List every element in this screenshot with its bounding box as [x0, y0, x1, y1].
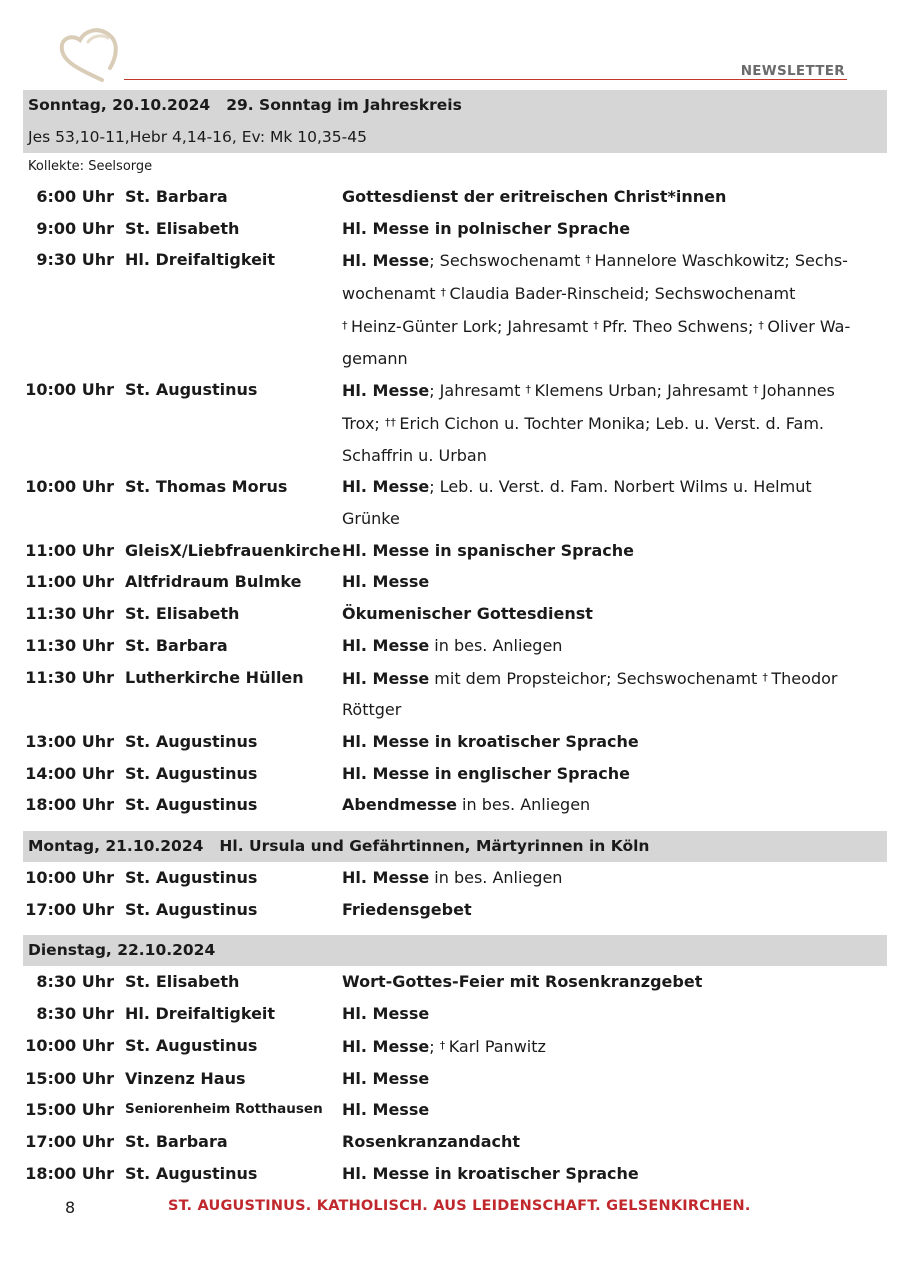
service-place: St. Elisabeth [125, 972, 240, 992]
day-readings: Jes 53,10-11,Hebr 4,14-16, Ev: Mk 10,35-45 [23, 121, 887, 153]
service-title: Hl. Messe [342, 381, 430, 401]
service-detail: ; Leb. u. Verst. d. Fam. Norbert Wilms u. Helmut [429, 477, 812, 497]
service-description [342, 1030, 887, 1063]
service-place: St. Thomas Morus [125, 477, 288, 497]
service-place: Altfridraum Bulmke [125, 572, 302, 592]
service-time: 10:00 Uhr [25, 868, 114, 888]
service-time: 9:00 Uhr [36, 218, 114, 238]
dagger-mark: † [593, 318, 603, 332]
service-detail: ; Jahresamt [429, 381, 526, 401]
dagger-mark: † [440, 286, 450, 300]
service-title: Hl. Messe [342, 1004, 430, 1024]
service-detail: Schaffrin u. Urban [342, 445, 487, 465]
service-title: Hl. Messe [342, 1036, 430, 1056]
day-date: Montag, 21.10.2024 [28, 837, 204, 856]
service-title: Hl. Messe [342, 251, 430, 271]
service-detail: Claudia Bader-Rinscheid; Sechswochenamt [449, 284, 796, 304]
service-time: 18:00 Uhr [25, 1163, 114, 1183]
service-row [23, 1126, 887, 1158]
service-detail: Klemens Urban; Jahresamt [534, 381, 753, 401]
service-row [23, 181, 887, 213]
dagger-mark: † [342, 318, 351, 332]
page-number: 8 [65, 1198, 76, 1217]
dagger-mark: † [752, 383, 762, 397]
schedule [23, 90, 887, 1189]
header-rule [124, 79, 847, 80]
service-title: Friedensgebet [342, 899, 472, 919]
service-description [342, 471, 887, 534]
service-place: Seniorenheim Rotthausen [125, 1101, 323, 1118]
day-feast: Hl. Ursula und Gefährtinnen, Märtyrinnen in Köln [219, 837, 650, 856]
service-time: 11:30 Uhr [25, 667, 114, 687]
service-place: St. Augustinus [125, 763, 258, 783]
dagger-mark: † [758, 318, 768, 332]
service-description [342, 662, 887, 726]
service-description [342, 374, 887, 471]
service-place: Hl. Dreifaltigkeit [125, 250, 276, 270]
service-title: Gottesdienst der eritreischen Christ*innen [342, 187, 727, 206]
service-time: 8:30 Uhr [36, 1004, 114, 1024]
service-description [342, 630, 887, 662]
service-time: 11:30 Uhr [25, 604, 114, 624]
service-detail: in bes. Anliegen [429, 868, 563, 888]
service-detail: Johannes [761, 381, 835, 401]
service-detail: Pfr. Theo Schwens; [602, 316, 759, 336]
service-row [23, 758, 887, 790]
service-detail: in bes. Anliegen [429, 635, 563, 655]
service-description [342, 244, 887, 374]
service-place: GleisX/Liebfrauenkirche [125, 540, 341, 560]
service-time: 11:30 Uhr [25, 635, 114, 655]
service-row [23, 535, 887, 567]
service-time: 11:00 Uhr [25, 540, 114, 560]
service-detail: Hannelore Waschkowitz; Sechs- [594, 251, 848, 271]
day-feast: 29. Sonntag im Jahreskreis [226, 96, 462, 114]
service-detail: in bes. Anliegen [456, 795, 591, 815]
newsletter-title: NEWSLETTER [740, 63, 845, 79]
service-row [23, 894, 887, 926]
day-date: Sonntag, 20.10.2024 [28, 96, 211, 114]
service-place: St. Augustinus [125, 899, 258, 919]
service-place: St. Augustinus [125, 731, 258, 751]
dagger-mark: † [585, 253, 595, 267]
service-time: 8:30 Uhr [36, 972, 114, 992]
service-place: St. Elisabeth [125, 604, 240, 624]
service-row [23, 1158, 887, 1190]
service-detail: ; Sechswochenamt [429, 251, 586, 271]
service-row [23, 598, 887, 630]
service-row [23, 374, 887, 471]
service-row [23, 213, 887, 245]
service-title: Wort-Gottes-Feier mit Rosenkranzgebet [342, 972, 703, 992]
service-detail: gemann [342, 348, 408, 368]
service-row [23, 726, 887, 758]
service-place: Vinzenz Haus [125, 1068, 246, 1088]
service-time: 17:00 Uhr [25, 1131, 114, 1151]
service-place: St. Barbara [125, 187, 228, 206]
service-place: St. Barbara [125, 1131, 228, 1151]
service-title: Hl. Messe in englischer Sprache [342, 763, 630, 783]
service-detail: Erich Cichon u. Tochter Monika; Leb. u. Verst. d. Fam. [399, 413, 824, 433]
service-row [23, 662, 887, 726]
service-row [23, 966, 887, 998]
service-row [23, 862, 887, 894]
service-time: 10:00 Uhr [25, 477, 114, 497]
service-title: Hl. Messe [342, 477, 430, 497]
day-header [23, 90, 887, 121]
service-detail: Karl Panwitz [448, 1036, 546, 1056]
service-title: Hl. Messe in kroatischer Sprache [342, 731, 639, 751]
service-time: 14:00 Uhr [25, 763, 114, 783]
service-time: 10:00 Uhr [25, 380, 114, 400]
service-title: Hl. Messe [342, 668, 430, 688]
service-place: Lutherkirche Hüllen [125, 667, 304, 687]
service-detail: Oliver Wa- [767, 316, 851, 336]
service-time: 10:00 Uhr [25, 1035, 114, 1055]
service-row [23, 566, 887, 598]
service-title: Ökumenischer Gottesdienst [342, 604, 593, 624]
service-description [342, 862, 887, 894]
dagger-mark: † [762, 670, 772, 684]
service-place: St. Augustinus [125, 795, 258, 815]
service-row [23, 471, 887, 534]
heart-logo-icon [58, 28, 124, 84]
service-row [23, 789, 887, 821]
service-place: St. Elisabeth [125, 218, 240, 238]
service-time: 6:00 Uhr [36, 187, 114, 206]
service-time: 13:00 Uhr [25, 731, 114, 751]
service-row [23, 630, 887, 662]
day-header [23, 831, 887, 862]
service-title: Hl. Messe [342, 635, 430, 655]
service-title: Abendmesse [342, 795, 457, 815]
dagger-mark: † [525, 383, 535, 397]
service-row [23, 1063, 887, 1095]
service-time: 11:00 Uhr [25, 572, 114, 592]
service-detail: Trox; [342, 413, 385, 433]
service-title: Hl. Messe [342, 868, 430, 888]
service-detail: Theodor [771, 668, 838, 688]
service-title: Hl. Messe in kroatischer Sprache [342, 1163, 639, 1183]
service-time: 9:30 Uhr [36, 250, 114, 270]
day-date: Dienstag, 22.10.2024 [28, 941, 216, 960]
service-place: St. Augustinus [125, 868, 258, 888]
service-place: St. Augustinus [125, 380, 258, 400]
service-detail: Grünke [342, 509, 400, 529]
service-row [23, 998, 887, 1030]
service-title: Rosenkranzandacht [342, 1131, 521, 1151]
service-title: Hl. Messe in polnischer Sprache [342, 218, 631, 238]
service-description [342, 789, 887, 821]
service-time: 15:00 Uhr [25, 1068, 114, 1088]
service-detail: wochenamt [342, 284, 441, 304]
service-place: St. Augustinus [125, 1163, 258, 1183]
service-detail: mit dem Propsteichor; Sechswochenamt [429, 668, 763, 688]
service-row [23, 1030, 887, 1063]
service-time: 15:00 Uhr [25, 1100, 114, 1120]
service-place: St. Augustinus [125, 1035, 258, 1055]
service-title: Hl. Messe [342, 572, 430, 592]
service-time: 18:00 Uhr [25, 795, 114, 815]
day-kollekte: Kollekte: Seelsorge [28, 159, 153, 174]
service-detail: ; [429, 1036, 440, 1056]
service-row [23, 1094, 887, 1126]
dagger-mark: †† [384, 415, 400, 429]
service-row [23, 244, 887, 374]
service-title: Hl. Messe [342, 1068, 430, 1088]
service-title: Hl. Messe in spanischer Sprache [342, 540, 634, 560]
service-place: St. Barbara [125, 635, 228, 655]
dagger-mark: † [439, 1038, 449, 1052]
footer-slogan: ST. AUGUSTINUS. KATHOLISCH. AUS LEIDENSCHAFT. GELSENKIRCHEN. [168, 1198, 751, 1214]
service-detail: Röttger [342, 700, 402, 720]
service-title: Hl. Messe [342, 1100, 430, 1120]
service-place: Hl. Dreifaltigkeit [125, 1004, 276, 1024]
service-detail: Heinz-Günter Lork; Jahresamt [351, 316, 594, 336]
day-header [23, 935, 887, 966]
service-time: 17:00 Uhr [25, 899, 114, 919]
